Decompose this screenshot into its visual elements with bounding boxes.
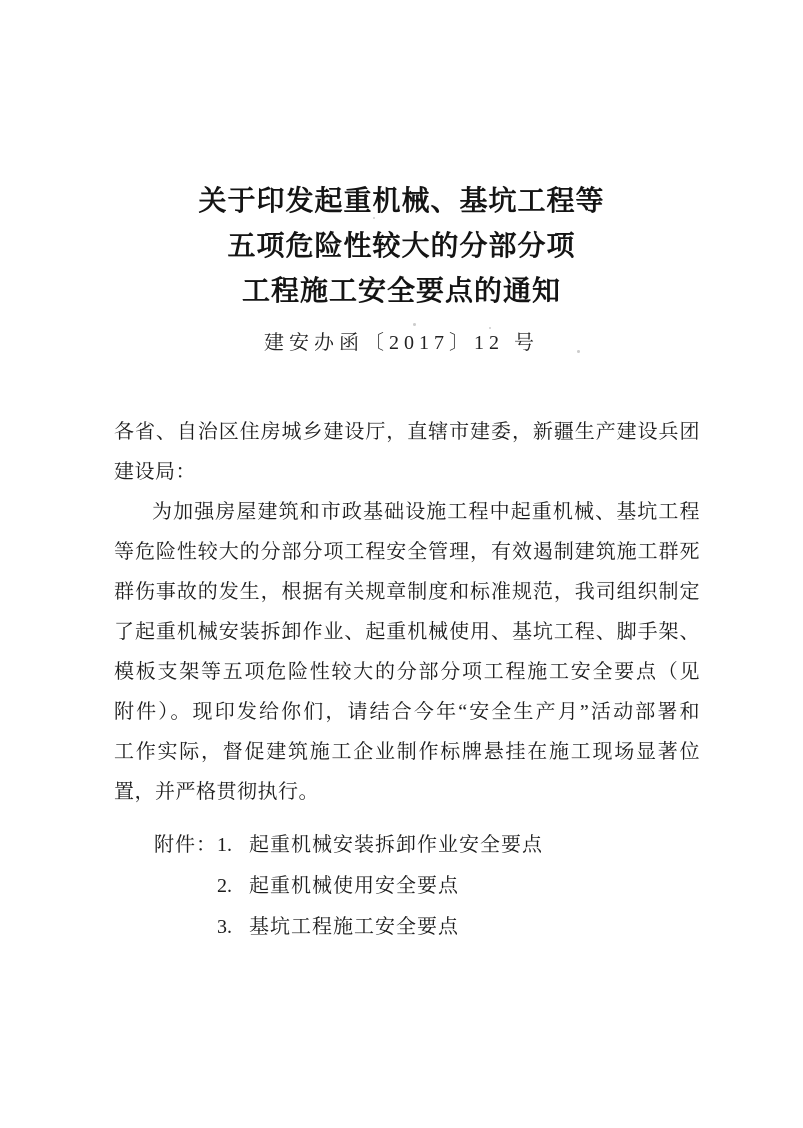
paragraph-line: 模板支架等五项危险性较大的分部分项工程施工安全要点（见 (114, 661, 700, 683)
attachment-text: 起重机械安装拆卸作业安全要点 (249, 834, 543, 856)
attachment-number: 2. (217, 875, 232, 897)
paragraph-line: 了起重机械安装拆卸作业、起重机械使用、基坑工程、脚手架、 (114, 621, 700, 643)
scan-speck (413, 323, 416, 326)
attachment-number: 3. (217, 916, 232, 938)
doc-number: 建安办函〔2017〕12 号 (264, 332, 539, 354)
paragraph-line: 为加强房屋建筑和市政基础设施工程中起重机械、基坑工程 (152, 501, 700, 523)
attachment-items (217, 825, 700, 948)
scan-speck (373, 217, 375, 219)
paragraph-line: 等危险性较大的分部分项工程安全管理，有效遏制建筑施工群死 (114, 541, 700, 563)
paragraph-line: 置，并严格贯彻执行。 (114, 781, 319, 803)
notice-body (114, 412, 700, 948)
attachments-list (154, 825, 700, 948)
notice-title-line-3: 工程施工安全要点的通知 (241, 276, 561, 307)
scan-speck (489, 327, 491, 329)
attachment-text: 基坑工程施工安全要点 (249, 916, 459, 938)
notice-title (0, 179, 803, 314)
attachment-text: 起重机械使用安全要点 (249, 875, 459, 897)
notice-title-line-2: 五项危险性较大的分部分项 (227, 231, 576, 262)
attachment-item (217, 825, 700, 866)
salutation-line: 各省、自治区住房城乡建设厅，直辖市建委，新疆生产建设兵团 (114, 421, 700, 443)
attachment-number: 1. (217, 834, 232, 856)
paragraph-line: 群伤事故的发生，根据有关规章制度和标准规范，我司组织制定 (114, 581, 700, 603)
attachment-item (217, 907, 700, 948)
attachments-label: 附件： (154, 834, 217, 856)
salutation-line: 建设局： (114, 461, 196, 483)
scan-speck (577, 350, 580, 353)
notice-title-line-1: 关于印发起重机械、基坑工程等 (198, 186, 605, 217)
paragraph-line: 附件）。现印发给你们，请结合今年“安全生产月”活动部署和 (114, 701, 700, 723)
attachment-item (217, 866, 700, 907)
paragraph-line: 工作实际，督促建筑施工企业制作标牌悬挂在施工现场显著位 (114, 741, 700, 763)
